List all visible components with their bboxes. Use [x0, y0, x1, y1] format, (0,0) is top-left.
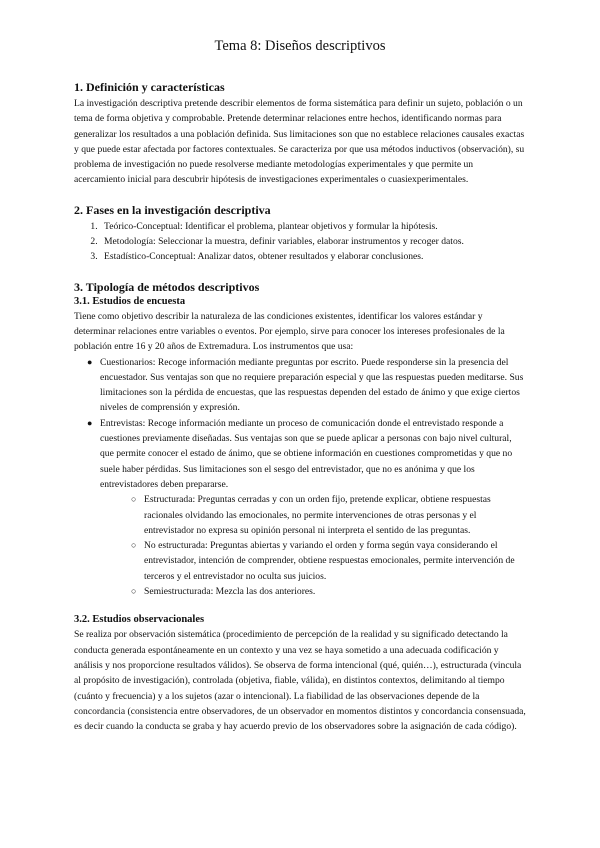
- list-item: [131, 538, 526, 584]
- interview-types-list: [74, 492, 526, 599]
- subsection-3-2-heading: 3.2. Estudios observacionales: [74, 614, 205, 626]
- list-item-text: Estructurada: Preguntas cerradas y con un orden fijo, pretende explicar, obtiene respuestas racionales olvidando las emocionales, no permite intervenciones de otras personas y el entrevistador no expresa su opinión personal ni interpreta el sentido de las preguntas.: [144, 494, 491, 536]
- subsection-3-1-heading: 3.1. Estudios de encuesta: [74, 295, 186, 307]
- list-item: 3. Estadístico-Conceptual: Analizar datos, obtener resultados y elaborar conclusiones.: [100, 249, 526, 264]
- list-item: [87, 355, 526, 416]
- list-item: [131, 492, 526, 538]
- circle-bullet-icon: ○: [131, 586, 137, 597]
- list-item-text: Semiestructurada: Mezcla las dos anteriores.: [144, 586, 316, 598]
- list-item-text: Cuestionarios: Recoge información mediante preguntas por escrito. Puede responderse sin la presencia del encuestador. Sus ventajas son que no requiere preparación especial y que las respuestas pueden meditarse. Sus limitaciones son la pérdida de encuestas, que las respuestas dependen del estado de ánimo y que exige ciertos niveles de comprensión y expresión.: [100, 356, 524, 414]
- subsection-3-1-text: Tiene como objetivo describir la naturaleza de las condiciones existentes, identificar los valores estándar y determinar relaciones entre variables o eventos. Por ejemplo, sirve para conocer los intereses profesionales de la población entre 16 y 20 años de Extremadura. Los instrumentos que usa:: [74, 310, 505, 353]
- list-item: 1. Teórico-Conceptual: Identificar el problema, plantear objetivos y formular la hipótesis.: [100, 219, 526, 234]
- circle-bullet-icon: ○: [131, 540, 137, 551]
- subsection-3-2-text: Se realiza por observación sistemática (procedimiento de percepción de la realidad y su significado detectando la conducta generada espontáneamente en un contexto y una vez se haya sometido a una adecuada codificación y análisis y nos proporcione resultados válidos). Se observa de forma intencional (qué, quién…), estructurada (vincula al propósito de investigación), controlada (objetiva, fiable, válida), en distintos contextos, delimitando al tiempo (cuánto y frecuencia) y a los sujetos (azar o intencional). La fiabilidad de las observaciones depende de la concordancia (consistencia entre observadores, de un observador en momentos distintos y concordancia consensuada, es decir cuando la conducta se graba y hay acuerdo previo de los observadores sobre la asignación de cada código).: [74, 629, 526, 733]
- bullet-icon: ●: [87, 417, 93, 428]
- circle-bullet-icon: ○: [131, 494, 137, 505]
- section-1: [74, 80, 526, 188]
- document-title: Tema 8: Diseños descriptivos: [214, 38, 386, 54]
- phases-list: [74, 219, 526, 265]
- list-item-text: No estructurada: Preguntas abiertas y variando el orden y forma según vaya considerando el entrevistador, intención de comprender, obtiene respuestas emocionales, permite intervención de terceros y el entrevistador no oculta sus juicios.: [144, 540, 515, 582]
- instruments-list: [74, 355, 526, 493]
- section-2-heading: 2. Fases en la investigación descriptiva: [74, 202, 271, 217]
- section-2: [74, 203, 526, 265]
- section-1-text: La investigación descriptiva pretende describir elementos de forma sistemática para definir un sujeto, población o un tema de forma objetiva y comprobable. Pretende determinar relaciones entre hechos, identificando normas para generalizar los resultados a una población definida. Sus limitaciones son que no establece relaciones causales exactas y que puede estar afectada por factores contextuales. Se caracteriza por que usa métodos inductivos (observación), su problema de investigación no puede resolverse mediante metodologías experimentales y que permite un acercamiento inicial para descubrir hipótesis de investigaciones experimentales o cuasiexperimentales.: [74, 98, 525, 186]
- list-item: [87, 416, 526, 492]
- list-item: [131, 584, 526, 599]
- bullet-icon: ●: [87, 356, 93, 367]
- list-item: 2. Metodología: Seleccionar la muestra, definir variables, elaborar instrumentos y recoger datos.: [100, 234, 526, 249]
- list-item-text: Entrevistas: Recoge información mediante un proceso de comunicación donde el entrevistado responde a cuestiones previamente diseñadas. Sus ventajas son que se puede aplicar a personas con bajo nivel cultural, que permite conocer el estado de ánimo, que se obtiene información en cuestiones comprometidas y que no suele haber pérdidas. Sus limitaciones son el sesgo del entrevistador, que no es anónima y que los entrevistadores deben prepararse.: [100, 417, 513, 490]
- section-1-heading: 1. Definición y características: [74, 80, 225, 94]
- section-3-heading: 3. Tipología de métodos descriptivos: [74, 279, 260, 294]
- section-3: [74, 280, 526, 735]
